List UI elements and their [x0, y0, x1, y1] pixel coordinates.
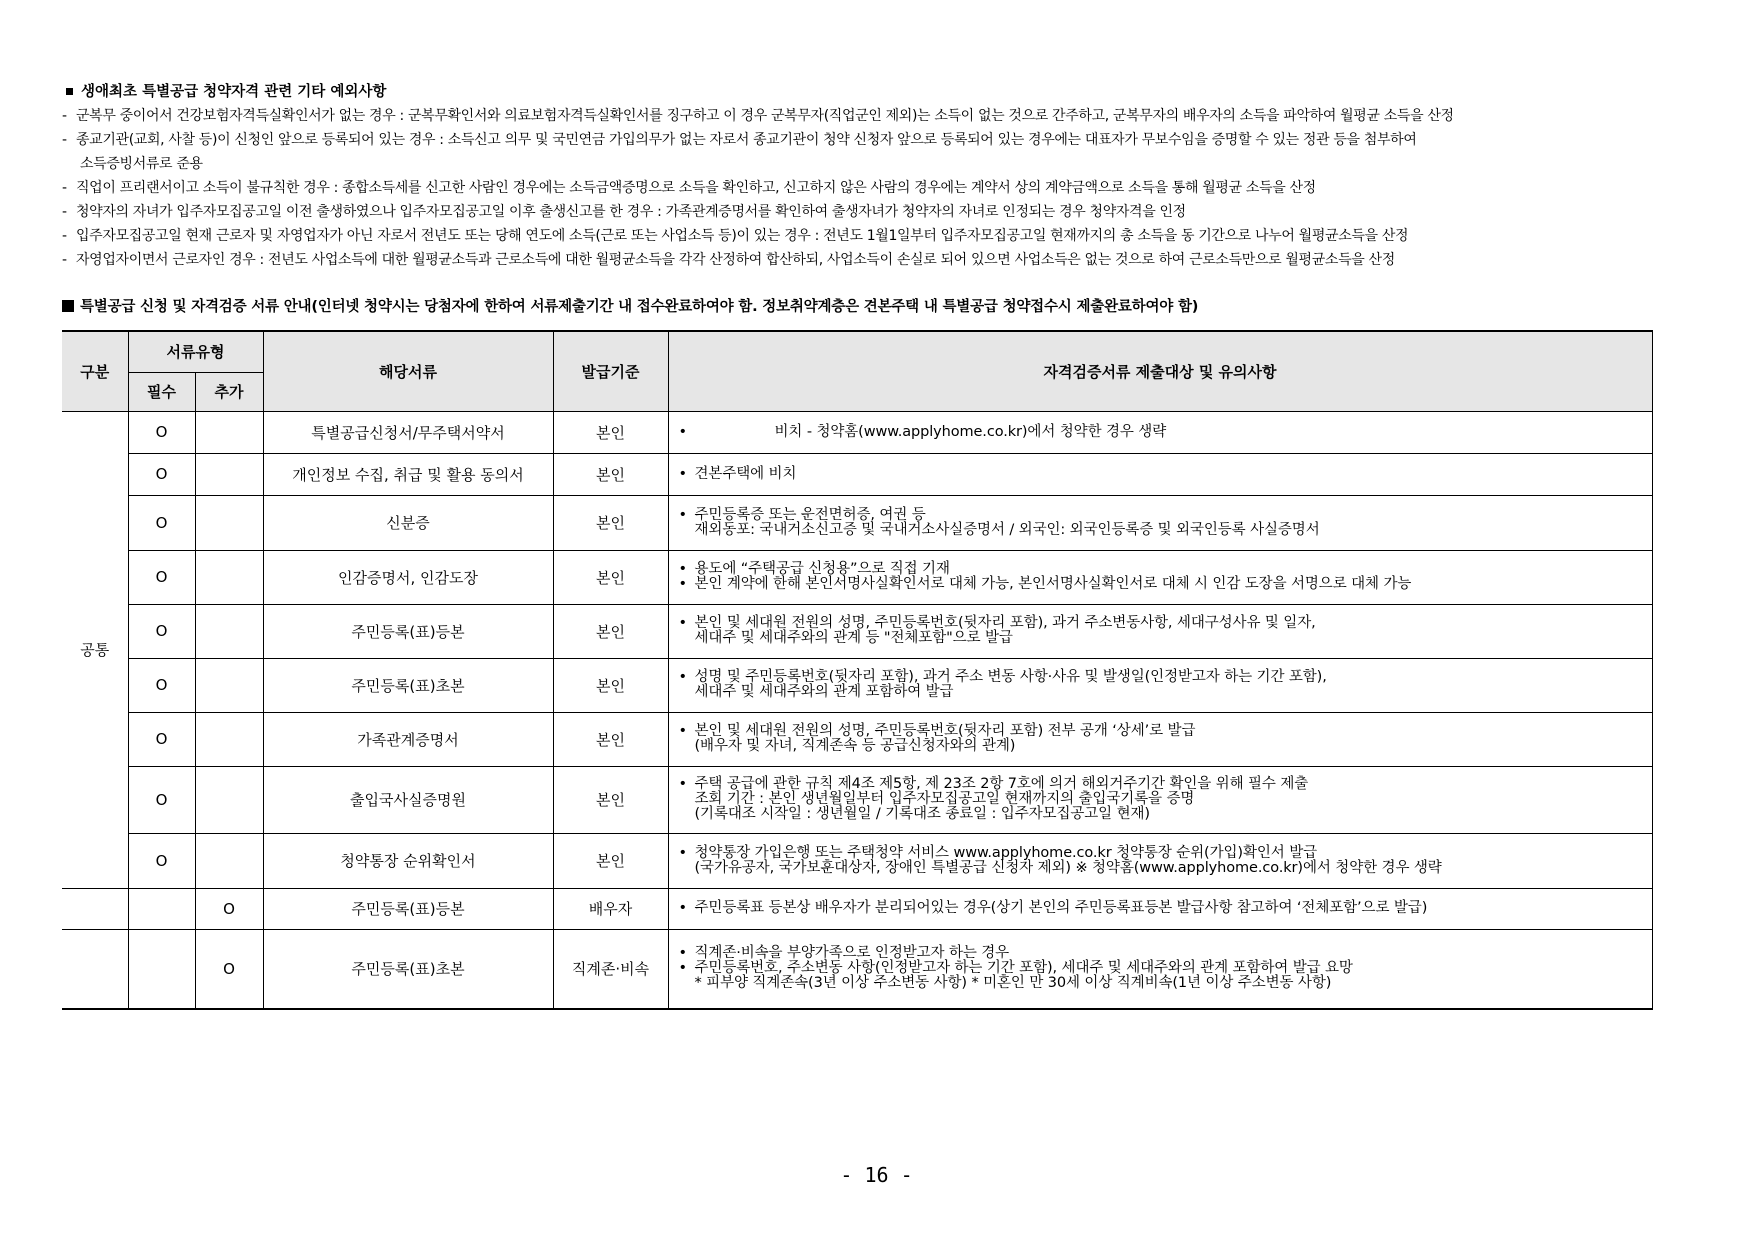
- header-issue-basis: 발급기준: [553, 331, 668, 411]
- note-line: (국가유공자, 국가보훈대상자, 장애인 특별공급 신청자 제외) ※ 청약홈(www.applyhome.co.kr)에서 청약한 경우 생략: [694, 859, 1442, 876]
- additional-mark: [195, 658, 263, 712]
- note-line: * 피부양 직계존속(3년 이상 주소변동 사항) * 미혼인 만 30세 이상 직계비속(1년 이상 주소변동 사항): [694, 975, 1332, 992]
- header-required: 필수: [128, 372, 195, 411]
- additional-mark: [195, 411, 263, 453]
- document-name: 개인정보 수집, 취급 및 활용 동의서: [263, 453, 553, 495]
- required-mark: [128, 888, 195, 929]
- required-mark: O: [128, 495, 195, 550]
- required-mark: O: [128, 712, 195, 766]
- notes-cell: [668, 658, 1652, 712]
- note-line: 성명 및 주민등록번호(뒷자리 포함), 과거 주소 변동 사항·사유 및 발생일(인정받고자 하는 기간 포함),: [694, 669, 1327, 685]
- issue-basis: 배우자: [553, 888, 668, 929]
- note-line: 주민등록증 또는 운전면허증, 여권 등: [694, 506, 926, 523]
- table-row: [62, 833, 1652, 888]
- document-name: 가족관계증명서: [263, 712, 553, 766]
- note-line: 세대주 및 세대주와의 관계 포함하여 발급: [694, 684, 954, 700]
- page-number: - 16 -: [840, 1163, 913, 1187]
- exception-item: [62, 224, 1682, 248]
- bullet-icon: •: [678, 960, 687, 977]
- additional-mark: [195, 712, 263, 766]
- exception-item: [62, 248, 1682, 272]
- notes-cell: [668, 453, 1652, 495]
- required-mark: O: [128, 550, 195, 604]
- group-label-empty: [62, 929, 128, 1009]
- note-line: 용도에 “주택공급 신청용”으로 직접 기재: [694, 561, 950, 577]
- bullet-icon: •: [678, 506, 687, 523]
- exception-text: 청약자의 자녀가 입주자모집공고일 이전 출생하였으나 입주자모집공고일 이후 출생신고를 한 경우 : 가족관계증명서를 확인하여 출생자녀가 청약자의 자녀로 인정되는 경우 청약자격을 인정: [76, 204, 1186, 220]
- document-name: 특별공급신청서/무주택서약서: [263, 411, 553, 453]
- document-name: 신분증: [263, 495, 553, 550]
- required-mark: O: [128, 766, 195, 833]
- required-mark: [128, 929, 195, 1009]
- notes-cell: [668, 929, 1652, 1009]
- additional-mark: O: [195, 929, 263, 1009]
- documents-table: [62, 330, 1653, 1010]
- issue-basis: 본인: [553, 604, 668, 658]
- exception-text-continued: 소득증빙서류로 준용: [80, 156, 203, 172]
- issue-basis: 본인: [553, 658, 668, 712]
- note-line: 본인 계약에 한해 본인서명사실확인서로 대체 가능, 본인서명사실확인서로 대체 시 인감 도장을 서명으로 대체 가능: [694, 576, 1412, 592]
- note-line: 본인 및 세대원 전원의 성명, 주민등록번호(뒷자리 포함), 과거 주소변동사항, 세대구성사유 및 일자,: [694, 615, 1316, 631]
- square-bullet-icon: [66, 88, 73, 95]
- note-line: 비치 - 청약홈(www.applyhome.co.kr)에서 청약한 경우 생략: [774, 423, 1167, 440]
- section2-heading: [62, 295, 1682, 319]
- bullet-icon: •: [678, 723, 687, 739]
- table-row: [62, 658, 1652, 712]
- table-row: [62, 766, 1652, 833]
- document-name: 주민등록(표)등본: [263, 888, 553, 929]
- exception-list: [62, 104, 1682, 272]
- bullet-icon: •: [678, 576, 687, 592]
- required-mark: O: [128, 833, 195, 888]
- issue-basis: 본인: [553, 453, 668, 495]
- exception-text: 종교기관(교회, 사찰 등)이 신청인 앞으로 등록되어 있는 경우 : 소득신고 의무 및 국민연금 가입의무가 없는 자로서 종교기관이 청약 신청자 앞으로 등록되어 있는 경우에는 대표자가 무보수임을 증명할 수 있는 정관 등을 첨부하여: [76, 132, 1417, 148]
- notes-cell: [668, 411, 1652, 453]
- exception-item: [62, 104, 1682, 128]
- header-additional: 추가: [195, 372, 263, 411]
- additional-mark: [195, 833, 263, 888]
- dash-bullet: -: [62, 132, 67, 148]
- required-mark: O: [128, 604, 195, 658]
- notes-cell: [668, 604, 1652, 658]
- additional-mark: [195, 453, 263, 495]
- table-row: [62, 550, 1652, 604]
- bullet-icon: •: [678, 669, 687, 685]
- note-line: 재외동포: 국내거소신고증 및 국내거소사실증명서 / 외국인: 외국인등록증 및 외국인등록 사실증명서: [694, 521, 1320, 538]
- notes-cell: [668, 888, 1652, 929]
- note-line: 주택 공급에 관한 규칙 제4조 제5항, 제 23조 2항 7호에 의거 해외거주기간 확인을 위해 필수 제출: [694, 776, 1309, 792]
- additional-mark: [195, 495, 263, 550]
- header-document: 해당서류: [263, 331, 553, 411]
- bullet-icon: •: [678, 844, 687, 861]
- exception-text: 군복무 중이어서 건강보험자격득실확인서가 없는 경우 : 군복무확인서와 의료보험자격득실확인서를 징구하고 이 경우 군복무자(직업군인 제외)는 소득이 없는 것으로 간주하고, 군복무자의 배우자의 소득을 파악하여 월평균 소득을 산정: [76, 108, 1454, 124]
- notes-cell: [668, 766, 1652, 833]
- issue-basis: 본인: [553, 766, 668, 833]
- table-row: [62, 712, 1652, 766]
- note-line: 세대주 및 세대주와의 관계 등 "전체포함"으로 발급: [694, 630, 1013, 646]
- additional-mark: [195, 604, 263, 658]
- dash-bullet: -: [62, 180, 67, 196]
- issue-basis: 본인: [553, 411, 668, 453]
- bullet-icon: •: [678, 776, 687, 792]
- note-line: 본인 및 세대원 전원의 성명, 주민등록번호(뒷자리 포함) 전부 공개 ‘상세’로 발급: [694, 723, 1196, 739]
- note-line: 주민등록표 등본상 배우자가 분리되어있는 경우(상기 본인의 주민등록표등본 발급사항 참고하여 ‘전체포함’으로 발급): [694, 900, 1428, 916]
- bullet-icon: •: [678, 945, 687, 962]
- additional-mark: [195, 766, 263, 833]
- notes-cell: [668, 712, 1652, 766]
- issue-basis: 직계존·비속: [553, 929, 668, 1009]
- section1-title: 생애최초 특별공급 청약자격 관련 기타 예외사항: [81, 84, 387, 100]
- exception-item: [62, 176, 1682, 200]
- document-name: 주민등록(표)초본: [263, 929, 553, 1009]
- header-doc-type: 서류유형: [128, 331, 263, 372]
- exception-text: 직업이 프리랜서이고 소득이 불규칙한 경우 : 종합소득세를 신고한 사람인 경우에는 소득금액증명으로 소득을 확인하고, 신고하지 않은 사람의 경우에는 계약서 상의 계약금액으로 소득을 통해 월평균 소득을 산정: [76, 180, 1316, 196]
- issue-basis: 본인: [553, 712, 668, 766]
- table-row: [62, 495, 1652, 550]
- documents-table-body: [62, 411, 1652, 1009]
- section1-heading: [62, 80, 1682, 104]
- group-label: 공통: [62, 411, 128, 888]
- note-line: 조회 기간 : 본인 생년월일부터 입주자모집공고일 현재까지의 출입국기록을 증명: [694, 791, 1195, 807]
- document-name: 출입국사실증명원: [263, 766, 553, 833]
- additional-mark: [195, 550, 263, 604]
- note-line: 직계존·비속을 부양가족으로 인정받고자 하는 경우: [694, 945, 1010, 962]
- note-line: 주민등록번호, 주소변동 사항(인정받고자 하는 기간 포함), 세대주 및 세대주와의 관계 포함하여 발급 요망: [694, 960, 1353, 977]
- notes-cell: [668, 550, 1652, 604]
- notes-cell: [668, 833, 1652, 888]
- document-name: 청약통장 순위확인서: [263, 833, 553, 888]
- exception-text: 입주자모집공고일 현재 근로자 및 자영업자가 아닌 자로서 전년도 또는 당해 연도에 소득(근로 또는 사업소득 등)이 있는 경우 : 전년도 1월1일부터 입주자모집공고일 현재까지의 총 소득을 동 기간으로 나누어 월평균소득을 산정: [76, 228, 1409, 244]
- black-square-icon: [62, 300, 74, 312]
- dash-bullet: -: [62, 228, 67, 244]
- bullet-icon: •: [678, 423, 687, 440]
- issue-basis: 본인: [553, 833, 668, 888]
- issue-basis: 본인: [553, 550, 668, 604]
- document-name: 주민등록(표)초본: [263, 658, 553, 712]
- document-name: 인감증명서, 인감도장: [263, 550, 553, 604]
- required-mark: O: [128, 453, 195, 495]
- dash-bullet: -: [62, 108, 67, 124]
- table-row: [62, 929, 1652, 1009]
- issue-basis: 본인: [553, 495, 668, 550]
- group-label-empty: [62, 888, 128, 929]
- exception-text: 자영업자이면서 근로자인 경우 : 전년도 사업소득에 대한 월평균소득과 근로소득에 대한 월평균소득을 각각 산정하여 합산하되, 사업소득이 손실로 되어 있으면 사업소득은 없는 것으로 하여 근로소득만으로 월평균소득을 산정: [76, 252, 1395, 268]
- bullet-icon: •: [678, 561, 687, 577]
- bullet-icon: •: [678, 900, 687, 916]
- note-line: 청약통장 가입은행 또는 주택청약 서비스 www.applyhome.co.kr 청약통장 순위(가입)확인서 발급: [694, 844, 1318, 861]
- section2-title: 특별공급 신청 및 자격검증 서류 안내(인터넷 청약시는 당첨자에 한하여 서류제출기간 내 접수완료하여야 함. 정보취약계층은 견본주택 내 특별공급 청약접수시 제출완료하여야 함): [80, 299, 1199, 315]
- table-row: [62, 888, 1652, 929]
- exception-item: [62, 128, 1682, 176]
- bullet-icon: •: [678, 465, 687, 482]
- dash-bullet: -: [62, 204, 67, 220]
- note-line: (기록대조 시작일 : 생년월일 / 기록대조 종료일 : 입주자모집공고일 현재): [694, 806, 1150, 822]
- required-mark: O: [128, 411, 195, 453]
- header-category: 구분: [62, 331, 128, 411]
- dash-bullet: -: [62, 252, 67, 268]
- table-row: [62, 604, 1652, 658]
- note-line: (배우자 및 자녀, 직계존속 등 공급신청자와의 관계): [694, 738, 1016, 754]
- notes-cell: [668, 495, 1652, 550]
- header-notes: 자격검증서류 제출대상 및 유의사항: [668, 331, 1652, 411]
- exception-item: [62, 200, 1682, 224]
- additional-mark: O: [195, 888, 263, 929]
- bullet-icon: •: [678, 615, 687, 631]
- note-line: 견본주택에 비치: [694, 465, 797, 482]
- table-row: [62, 411, 1652, 453]
- table-row: [62, 453, 1652, 495]
- document-name: 주민등록(표)등본: [263, 604, 553, 658]
- document-page: [62, 80, 1682, 992]
- required-mark: O: [128, 658, 195, 712]
